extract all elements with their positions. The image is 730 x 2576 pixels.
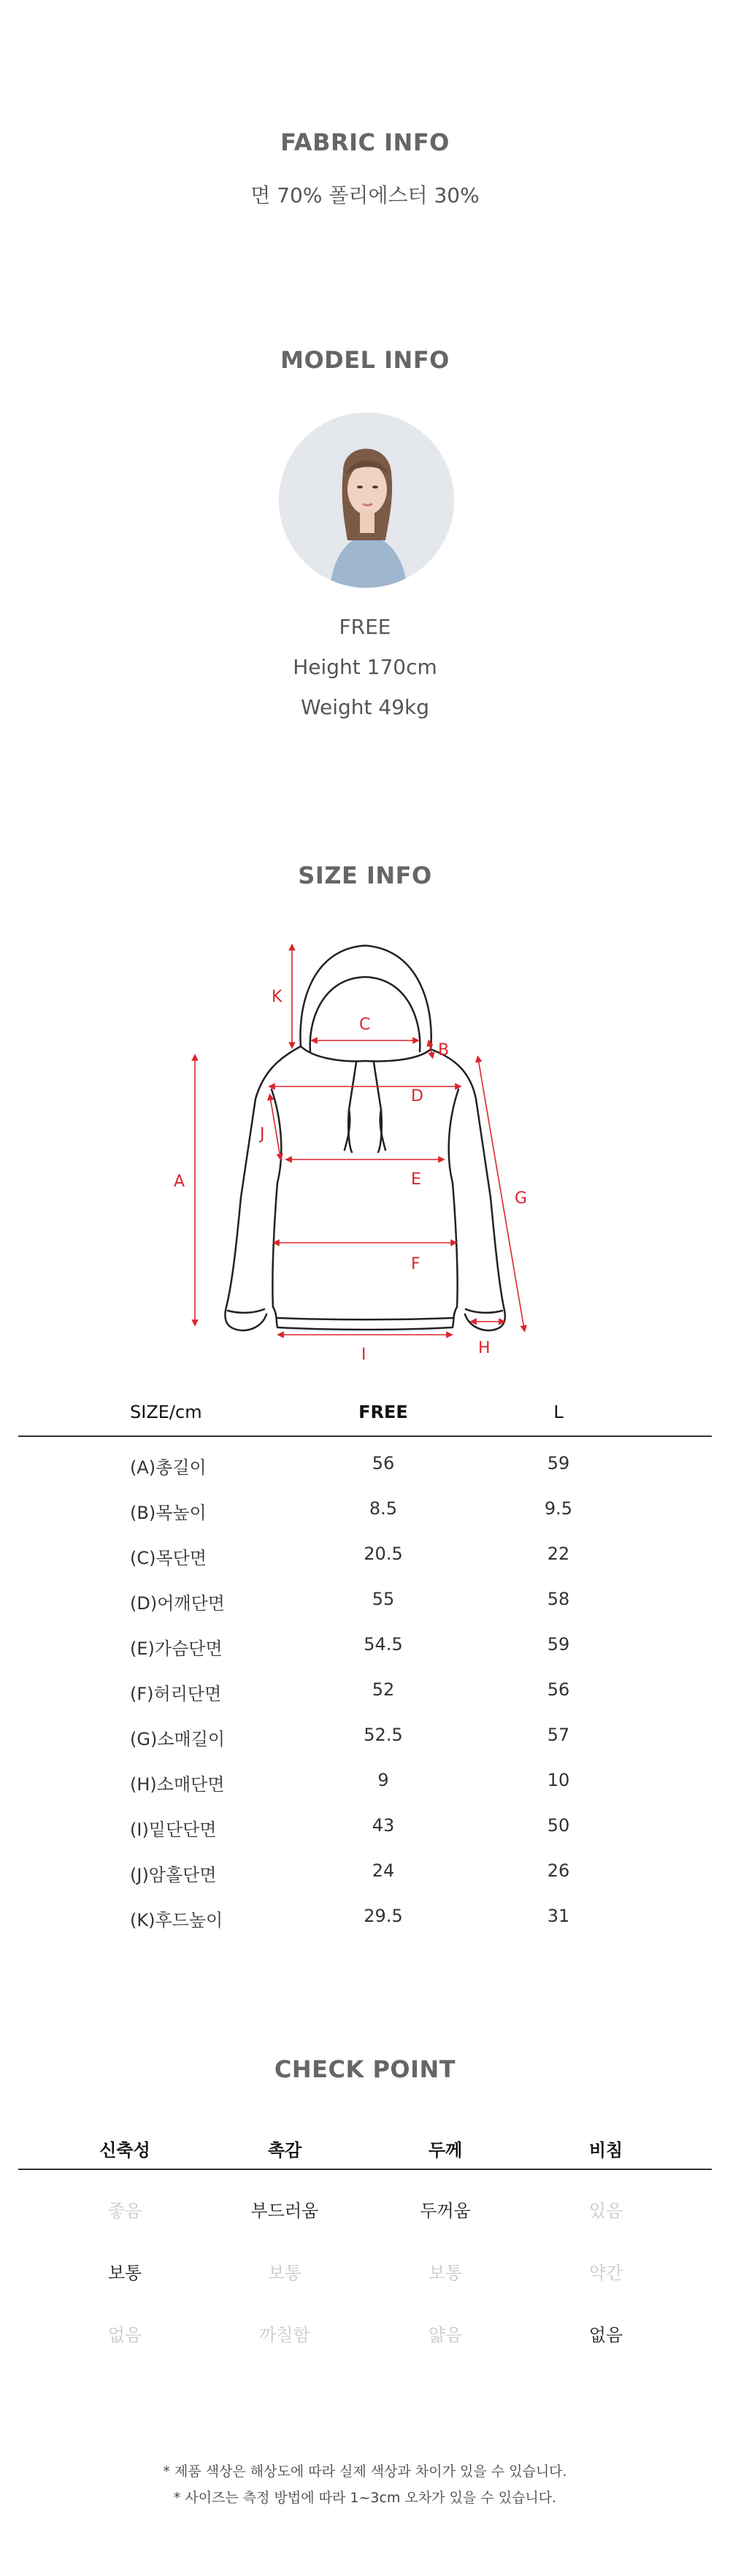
check-option: 까칠함 bbox=[259, 2325, 310, 2345]
size-info-title: SIZE INFO bbox=[298, 862, 432, 889]
size-row-l: 10 bbox=[547, 1770, 570, 1790]
size-row-free: 20.5 bbox=[364, 1544, 403, 1564]
size-row-label: (J)암홀단면 bbox=[130, 1865, 217, 1885]
size-row-l: 22 bbox=[547, 1544, 570, 1564]
size-row-free: 43 bbox=[372, 1815, 395, 1836]
check-option: 있음 bbox=[588, 2201, 623, 2221]
diagram-label-d: D bbox=[411, 1087, 423, 1105]
size-row-label: (C)목단면 bbox=[130, 1548, 207, 1568]
size-row-l: 31 bbox=[547, 1906, 570, 1926]
size-table-row bbox=[0, 1679, 730, 1709]
diagram-label-k: K bbox=[272, 988, 283, 1006]
check-table-rule bbox=[18, 2169, 712, 2170]
diagram-label-j: J bbox=[260, 1125, 265, 1143]
size-row-free: 54.5 bbox=[364, 1634, 403, 1655]
check-point-title: CHECK POINT bbox=[274, 2055, 456, 2083]
size-row-label: (H)소매단면 bbox=[130, 1774, 225, 1795]
size-row-l: 59 bbox=[547, 1634, 570, 1655]
check-option: 부드러움 bbox=[250, 2201, 319, 2221]
fabric-composition: 면 70% 폴리에스터 30% bbox=[250, 183, 480, 207]
size-row-l: 50 bbox=[547, 1815, 570, 1836]
check-option: 없음 bbox=[588, 2325, 623, 2345]
diagram-label-b: B bbox=[438, 1041, 450, 1059]
size-table-row bbox=[0, 1498, 730, 1527]
size-table-row bbox=[0, 1860, 730, 1890]
diagram-label-c: C bbox=[359, 1016, 371, 1034]
size-table-row bbox=[0, 1544, 730, 1573]
check-option: 좋음 bbox=[107, 2201, 142, 2221]
check-option: 보통 bbox=[267, 2263, 302, 2283]
size-row-label: (E)가슴단면 bbox=[130, 1638, 223, 1659]
size-table-row bbox=[0, 1589, 730, 1618]
diagram-label-f: F bbox=[411, 1255, 420, 1273]
check-option: 없음 bbox=[107, 2325, 142, 2345]
model-height: Height 170cm bbox=[293, 655, 437, 679]
size-row-l: 26 bbox=[547, 1860, 570, 1881]
size-row-free: 24 bbox=[372, 1860, 395, 1881]
size-row-free: 8.5 bbox=[369, 1498, 398, 1519]
size-row-l: 57 bbox=[547, 1725, 570, 1745]
model-weight: Weight 49kg bbox=[300, 695, 430, 719]
size-col-header: SIZE/cm bbox=[130, 1402, 202, 1422]
fabric-info-title: FABRIC INFO bbox=[280, 129, 450, 156]
check-header-sheerness: 비침 bbox=[588, 2140, 623, 2161]
size-row-l: 56 bbox=[547, 1679, 570, 1700]
diagram-label-g: G bbox=[515, 1189, 528, 1208]
size-diagram bbox=[0, 927, 730, 1387]
size-row-label: (D)어깨단면 bbox=[130, 1593, 225, 1614]
size-table-row bbox=[0, 1906, 730, 1935]
size-row-label: (F)허리단면 bbox=[130, 1684, 222, 1704]
size-row-free: 55 bbox=[372, 1589, 395, 1609]
size-row-free: 52.5 bbox=[364, 1725, 403, 1745]
diagram-label-a: A bbox=[174, 1173, 185, 1191]
size-table-header bbox=[0, 1402, 730, 1431]
size-row-free: 29.5 bbox=[364, 1906, 403, 1926]
size-row-free: 9 bbox=[377, 1770, 389, 1790]
size-row-label: (I)밑단단면 bbox=[130, 1820, 217, 1840]
note-size: * 사이즈는 측정 방법에 따라 1~3cm 오차가 있을 수 있습니다. bbox=[173, 2490, 557, 2506]
check-option: 보통 bbox=[107, 2263, 142, 2283]
check-option: 두꺼움 bbox=[420, 2201, 471, 2221]
diagram-label-e: E bbox=[411, 1170, 421, 1189]
size-table-row bbox=[0, 1815, 730, 1844]
model-avatar bbox=[279, 413, 454, 588]
size-row-l: 58 bbox=[547, 1589, 570, 1609]
diagram-label-h: H bbox=[478, 1339, 491, 1357]
l-col-header: L bbox=[553, 1402, 564, 1422]
size-row-label: (G)소매길이 bbox=[130, 1729, 226, 1749]
check-header-thickness: 두께 bbox=[428, 2140, 463, 2161]
diagram-label-i: I bbox=[361, 1346, 366, 1364]
note-color: * 제품 색상은 해상도에 따라 실제 색상과 차이가 있을 수 있습니다. bbox=[163, 2464, 567, 2480]
check-option: 보통 bbox=[428, 2263, 463, 2283]
size-row-l: 59 bbox=[547, 1453, 570, 1473]
check-option: 얇음 bbox=[428, 2325, 463, 2345]
check-option: 약간 bbox=[588, 2263, 623, 2283]
model-size: FREE bbox=[339, 615, 391, 639]
free-col-header: FREE bbox=[358, 1402, 408, 1422]
model-info-title: MODEL INFO bbox=[280, 346, 450, 374]
check-header-touch: 촉감 bbox=[267, 2140, 302, 2161]
size-table-row bbox=[0, 1634, 730, 1663]
size-table-row bbox=[0, 1725, 730, 1754]
size-row-label: (B)목높이 bbox=[130, 1503, 207, 1523]
size-row-label: (K)후드높이 bbox=[130, 1910, 223, 1931]
size-row-l: 9.5 bbox=[544, 1498, 573, 1519]
size-table-row bbox=[0, 1770, 730, 1799]
size-row-label: (A)총길이 bbox=[130, 1457, 207, 1478]
check-header-stretch: 신축성 bbox=[99, 2140, 150, 2161]
size-table-row bbox=[0, 1453, 730, 1482]
size-table-rule bbox=[18, 1435, 712, 1437]
size-row-free: 52 bbox=[372, 1679, 395, 1700]
size-row-free: 56 bbox=[372, 1453, 395, 1473]
